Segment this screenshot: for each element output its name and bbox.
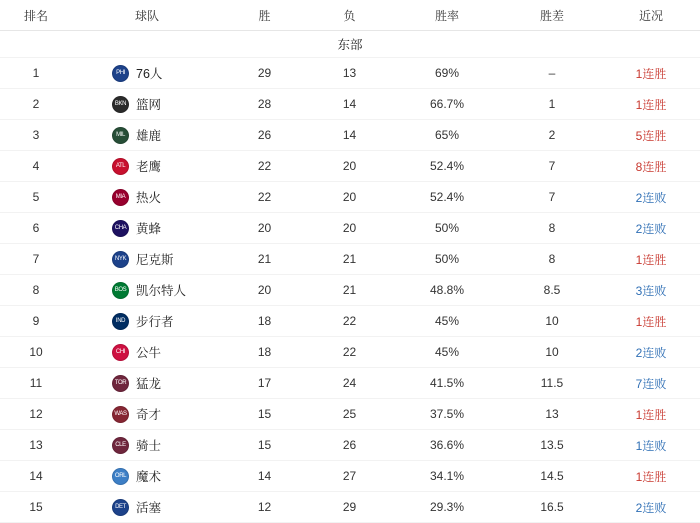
- streak-badge: 1连胜: [635, 469, 667, 484]
- cell-team[interactable]: [72, 337, 222, 368]
- team-entry[interactable]: [72, 337, 222, 367]
- streak-badge: 8连胜: [635, 159, 667, 174]
- team-logo-icon: MIL: [112, 127, 129, 144]
- team-entry[interactable]: [72, 368, 222, 398]
- cell-streak: [602, 399, 700, 430]
- cell-rank: 2: [0, 89, 72, 120]
- cell-pct: 41.5%: [392, 368, 502, 399]
- cell-gb: 1: [502, 89, 602, 120]
- team-logo-icon: TOR: [112, 375, 129, 392]
- cell-pct: 50%: [392, 244, 502, 275]
- team-name-label: 活塞: [136, 501, 162, 515]
- cell-team[interactable]: [72, 213, 222, 244]
- table-row[interactable]: [0, 120, 700, 151]
- team-name-label: 公牛: [136, 346, 162, 360]
- cell-loss: 14: [307, 120, 392, 151]
- cell-pct: 34.1%: [392, 461, 502, 492]
- cell-streak: [602, 337, 700, 368]
- streak-badge: 1连胜: [635, 314, 667, 329]
- cell-gb: 2: [502, 120, 602, 151]
- cell-streak: [602, 151, 700, 182]
- cell-win: 14: [222, 461, 307, 492]
- streak-badge: 1连胜: [635, 407, 667, 422]
- team-name-label: 老鹰: [136, 160, 162, 174]
- cell-streak: [602, 182, 700, 213]
- cell-loss: 21: [307, 244, 392, 275]
- team-name-label: 篮网: [136, 98, 162, 112]
- cell-loss: 26: [307, 430, 392, 461]
- cell-rank: 12: [0, 399, 72, 430]
- table-row[interactable]: [0, 182, 700, 213]
- team-entry[interactable]: [72, 244, 222, 274]
- team-entry[interactable]: [72, 89, 222, 119]
- cell-pct: 48.8%: [392, 275, 502, 306]
- cell-loss: 14: [307, 89, 392, 120]
- cell-pct: 66.7%: [392, 89, 502, 120]
- team-name-label: 热火: [136, 191, 162, 205]
- team-logo-icon: PHI: [112, 65, 129, 82]
- team-name-label: 76人: [136, 67, 163, 81]
- cell-rank: 11: [0, 368, 72, 399]
- streak-badge: 2连败: [635, 190, 667, 205]
- header-loss: 负: [307, 0, 392, 31]
- cell-win: 20: [222, 275, 307, 306]
- table-row[interactable]: [0, 368, 700, 399]
- table-row[interactable]: [0, 399, 700, 430]
- team-name-label: 魔术: [136, 470, 162, 484]
- table-row[interactable]: [0, 244, 700, 275]
- cell-rank: 15: [0, 492, 72, 523]
- table-row[interactable]: [0, 430, 700, 461]
- cell-loss: 27: [307, 461, 392, 492]
- streak-badge: 3连败: [635, 283, 667, 298]
- cell-gb: 7: [502, 182, 602, 213]
- streak-badge: 1连胜: [635, 97, 667, 112]
- cell-gb: 7: [502, 151, 602, 182]
- cell-streak: [602, 492, 700, 523]
- table-row[interactable]: [0, 461, 700, 492]
- cell-streak: [602, 58, 700, 89]
- cell-win: 15: [222, 430, 307, 461]
- cell-streak: [602, 430, 700, 461]
- streak-badge: 2连败: [635, 500, 667, 515]
- streak-badge: 7连败: [635, 376, 667, 391]
- cell-win: 22: [222, 151, 307, 182]
- team-entry[interactable]: [72, 151, 222, 181]
- cell-win: 28: [222, 89, 307, 120]
- cell-rank: 13: [0, 430, 72, 461]
- table-body: [0, 31, 700, 523]
- cell-win: 18: [222, 306, 307, 337]
- table-row[interactable]: [0, 306, 700, 337]
- cell-team[interactable]: [72, 275, 222, 306]
- cell-rank: 10: [0, 337, 72, 368]
- team-name-label: 黄蜂: [136, 222, 162, 236]
- streak-badge: 2连败: [635, 345, 667, 360]
- cell-rank: 5: [0, 182, 72, 213]
- cell-win: 17: [222, 368, 307, 399]
- team-logo-icon: MIA: [112, 189, 129, 206]
- cell-team[interactable]: [72, 368, 222, 399]
- cell-win: 22: [222, 182, 307, 213]
- team-entry[interactable]: [72, 461, 222, 491]
- cell-gb: –: [502, 58, 602, 89]
- cell-win: 15: [222, 399, 307, 430]
- cell-team[interactable]: [72, 58, 222, 89]
- cell-pct: 37.5%: [392, 399, 502, 430]
- cell-rank: 14: [0, 461, 72, 492]
- team-name-label: 步行者: [136, 315, 174, 329]
- cell-streak: [602, 306, 700, 337]
- header-win: 胜: [222, 0, 307, 31]
- team-logo-icon: BKN: [112, 96, 129, 113]
- cell-loss: 24: [307, 368, 392, 399]
- cell-gb: 8: [502, 244, 602, 275]
- cell-pct: 45%: [392, 306, 502, 337]
- cell-loss: 20: [307, 213, 392, 244]
- cell-streak: [602, 461, 700, 492]
- team-entry[interactable]: [72, 182, 222, 212]
- cell-team[interactable]: [72, 151, 222, 182]
- cell-rank: 1: [0, 58, 72, 89]
- table-row[interactable]: [0, 89, 700, 120]
- cell-streak: [602, 213, 700, 244]
- team-entry[interactable]: [72, 399, 222, 429]
- cell-loss: 13: [307, 58, 392, 89]
- cell-gb: 11.5: [502, 368, 602, 399]
- cell-pct: 29.3%: [392, 492, 502, 523]
- cell-team[interactable]: [72, 182, 222, 213]
- team-logo-icon: NYK: [112, 251, 129, 268]
- cell-rank: 8: [0, 275, 72, 306]
- streak-badge: 1连败: [635, 438, 667, 453]
- cell-gb: 16.5: [502, 492, 602, 523]
- cell-pct: 52.4%: [392, 151, 502, 182]
- cell-gb: 10: [502, 337, 602, 368]
- cell-streak: [602, 244, 700, 275]
- cell-loss: 20: [307, 151, 392, 182]
- cell-rank: 4: [0, 151, 72, 182]
- cell-team[interactable]: [72, 120, 222, 151]
- streak-badge: 1连胜: [635, 252, 667, 267]
- cell-streak: [602, 89, 700, 120]
- cell-team[interactable]: [72, 461, 222, 492]
- cell-streak: [602, 275, 700, 306]
- cell-loss: 25: [307, 399, 392, 430]
- cell-loss: 20: [307, 182, 392, 213]
- header-row: [0, 0, 700, 31]
- team-entry[interactable]: [72, 58, 222, 88]
- cell-win: 21: [222, 244, 307, 275]
- cell-gb: 8.5: [502, 275, 602, 306]
- cell-pct: 45%: [392, 337, 502, 368]
- header-rank: 排名: [0, 0, 72, 31]
- team-entry[interactable]: [72, 275, 222, 305]
- header-gb: 胜差: [502, 0, 602, 31]
- team-logo-icon: ATL: [112, 158, 129, 175]
- cell-win: 18: [222, 337, 307, 368]
- table-row[interactable]: [0, 492, 700, 523]
- team-entry[interactable]: [72, 120, 222, 150]
- table-row[interactable]: [0, 213, 700, 244]
- cell-rank: 6: [0, 213, 72, 244]
- cell-gb: 14.5: [502, 461, 602, 492]
- cell-loss: 29: [307, 492, 392, 523]
- team-entry[interactable]: [72, 430, 222, 460]
- cell-win: 12: [222, 492, 307, 523]
- streak-badge: 1连胜: [635, 66, 667, 81]
- team-entry[interactable]: [72, 213, 222, 243]
- conference-label: 东部: [0, 31, 700, 58]
- cell-loss: 22: [307, 337, 392, 368]
- team-name-label: 尼克斯: [136, 253, 174, 267]
- cell-rank: 3: [0, 120, 72, 151]
- streak-badge: 2连败: [635, 221, 667, 236]
- cell-team[interactable]: [72, 306, 222, 337]
- cell-gb: 10: [502, 306, 602, 337]
- table-row[interactable]: [0, 58, 700, 89]
- team-logo-icon: BOS: [112, 282, 129, 299]
- cell-win: 29: [222, 58, 307, 89]
- team-logo-icon: WAS: [112, 406, 129, 423]
- team-entry[interactable]: [72, 306, 222, 336]
- team-logo-icon: ORL: [112, 468, 129, 485]
- team-entry[interactable]: [72, 492, 222, 522]
- cell-pct: 65%: [392, 120, 502, 151]
- cell-team[interactable]: [72, 399, 222, 430]
- team-name-label: 猛龙: [136, 377, 162, 391]
- cell-rank: 9: [0, 306, 72, 337]
- cell-team[interactable]: [72, 89, 222, 120]
- cell-win: 26: [222, 120, 307, 151]
- team-name-label: 奇才: [136, 408, 162, 422]
- streak-badge: 5连胜: [635, 128, 667, 143]
- cell-team[interactable]: [72, 244, 222, 275]
- cell-gb: 8: [502, 213, 602, 244]
- cell-win: 20: [222, 213, 307, 244]
- team-name-label: 骑士: [136, 439, 162, 453]
- team-name-label: 凯尔特人: [136, 284, 187, 298]
- team-logo-icon: CHI: [112, 344, 129, 361]
- header-team: 球队: [72, 0, 222, 31]
- cell-gb: 13.5: [502, 430, 602, 461]
- table-row[interactable]: [0, 275, 700, 306]
- cell-pct: 50%: [392, 213, 502, 244]
- table-row[interactable]: [0, 151, 700, 182]
- team-logo-icon: IND: [112, 313, 129, 330]
- cell-team[interactable]: [72, 430, 222, 461]
- cell-team[interactable]: [72, 492, 222, 523]
- cell-gb: 13: [502, 399, 602, 430]
- cell-rank: 7: [0, 244, 72, 275]
- cell-streak: [602, 120, 700, 151]
- header-pct: 胜率: [392, 0, 502, 31]
- conference-section-row: [0, 31, 700, 58]
- team-logo-icon: CHA: [112, 220, 129, 237]
- table-header: [0, 0, 700, 31]
- table-row[interactable]: [0, 337, 700, 368]
- cell-pct: 69%: [392, 58, 502, 89]
- team-logo-icon: CLE: [112, 437, 129, 454]
- cell-loss: 21: [307, 275, 392, 306]
- header-streak: 近况: [602, 0, 700, 31]
- team-logo-icon: DET: [112, 499, 129, 516]
- team-name-label: 雄鹿: [136, 129, 162, 143]
- cell-pct: 52.4%: [392, 182, 502, 213]
- cell-loss: 22: [307, 306, 392, 337]
- cell-streak: [602, 368, 700, 399]
- cell-pct: 36.6%: [392, 430, 502, 461]
